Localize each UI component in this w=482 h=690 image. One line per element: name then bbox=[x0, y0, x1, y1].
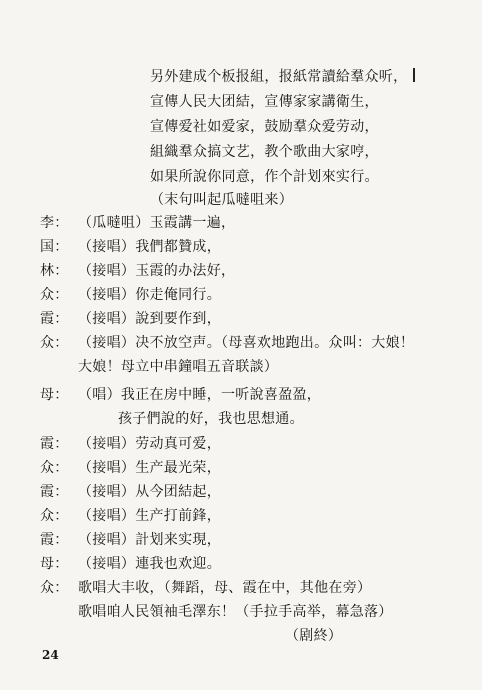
dialogue-line-11 bbox=[40, 506, 221, 526]
speaker-label: 李： bbox=[40, 215, 69, 231]
speaker-label: 众： bbox=[40, 580, 69, 596]
dialogue-text: （接唱）玉霞的办法好， bbox=[78, 263, 236, 279]
dialogue-text: 歌唱大丰收，（舞蹈，母、霞在中，其他在旁） bbox=[78, 580, 372, 596]
verse-line-3: 宣傳爱社如爱家，鼓励羣众爱劳动， bbox=[150, 119, 379, 135]
speaker-label: 霞： bbox=[40, 311, 69, 327]
dialogue-line-3 bbox=[40, 261, 235, 281]
dialogue-text: （接唱）劳动真可爱， bbox=[78, 436, 221, 452]
verse-line-2: 宣傳人民大团結，宣傳家家講衛生， bbox=[150, 94, 379, 110]
verse-line-5: 如果所說你同意，作个計划來实行。 bbox=[150, 169, 379, 185]
page-number: 24 bbox=[42, 648, 59, 662]
dialogue-line-14 bbox=[40, 578, 371, 598]
dialogue-text: （接唱）决不放空声。（母喜欢地跑出。众叫：大娘！ bbox=[78, 335, 415, 351]
ending-mark: （剧終） bbox=[285, 628, 343, 644]
speaker-label: 众： bbox=[40, 335, 69, 351]
speaker-label: 林： bbox=[40, 263, 69, 279]
dialogue-continuation: 歌唱咱人民領袖毛澤东！（手拉手高举，幕急落） bbox=[78, 604, 393, 620]
dialogue-line-8 bbox=[40, 434, 221, 454]
dialogue-line-9 bbox=[40, 458, 221, 478]
dialogue-text: （接唱）你走俺同行。 bbox=[78, 287, 221, 303]
speaker-label: 霞： bbox=[40, 436, 69, 452]
dialogue-text: （接唱）生产打前鋒， bbox=[78, 508, 221, 524]
dialogue-line-12 bbox=[40, 530, 221, 550]
speaker-label: 霞： bbox=[40, 484, 69, 500]
dialogue-text: （唱）我正在房中睡，一听說喜盈盈， bbox=[78, 387, 322, 403]
dialogue-continuation: 大娘！母立中串鐘唱五音联談） bbox=[78, 359, 279, 375]
dialogue-line-2 bbox=[40, 237, 221, 257]
verse-line-1: 另外建成个板报組，报紙常讀給羣众听， bbox=[150, 69, 408, 85]
dialogue-text: （接唱）我們都贊成， bbox=[78, 239, 221, 255]
dialogue-line-10 bbox=[40, 482, 221, 502]
dialogue-line-7 bbox=[40, 385, 321, 405]
speaker-label: 国： bbox=[40, 239, 69, 255]
dialogue-text: （瓜噠咀）玉霞講一遍， bbox=[78, 215, 236, 231]
dialogue-text: （接唱）計划来实現， bbox=[78, 532, 221, 548]
speaker-label: 母： bbox=[40, 387, 69, 403]
dialogue-line-6 bbox=[40, 333, 414, 353]
speaker-label: 众： bbox=[40, 460, 69, 476]
dialogue-line-13 bbox=[40, 554, 221, 574]
dialogue-line-1 bbox=[40, 213, 235, 233]
speaker-label: 众： bbox=[40, 508, 69, 524]
speaker-label: 众： bbox=[40, 287, 69, 303]
dialogue-text: （接唱）生产最光荣， bbox=[78, 460, 221, 476]
dialogue-line-5 bbox=[40, 309, 221, 329]
margin-mark bbox=[413, 68, 415, 82]
dialogue-text: （接唱）从今团結起， bbox=[78, 484, 221, 500]
speaker-label: 霞： bbox=[40, 532, 69, 548]
dialogue-text: （接唱）說到要作到， bbox=[78, 311, 221, 327]
stage-direction: （末句叫起瓜噠咀来） bbox=[150, 192, 293, 208]
verse-line-4: 組織羣众搞文艺，教个歌曲大家哼， bbox=[150, 144, 379, 160]
speaker-label: 母： bbox=[40, 556, 69, 572]
dialogue-line-4 bbox=[40, 285, 221, 305]
dialogue-continuation: 孩子們說的好，我也思想通。 bbox=[118, 411, 304, 427]
dialogue-text: （接唱）連我也欢迎。 bbox=[78, 556, 221, 572]
